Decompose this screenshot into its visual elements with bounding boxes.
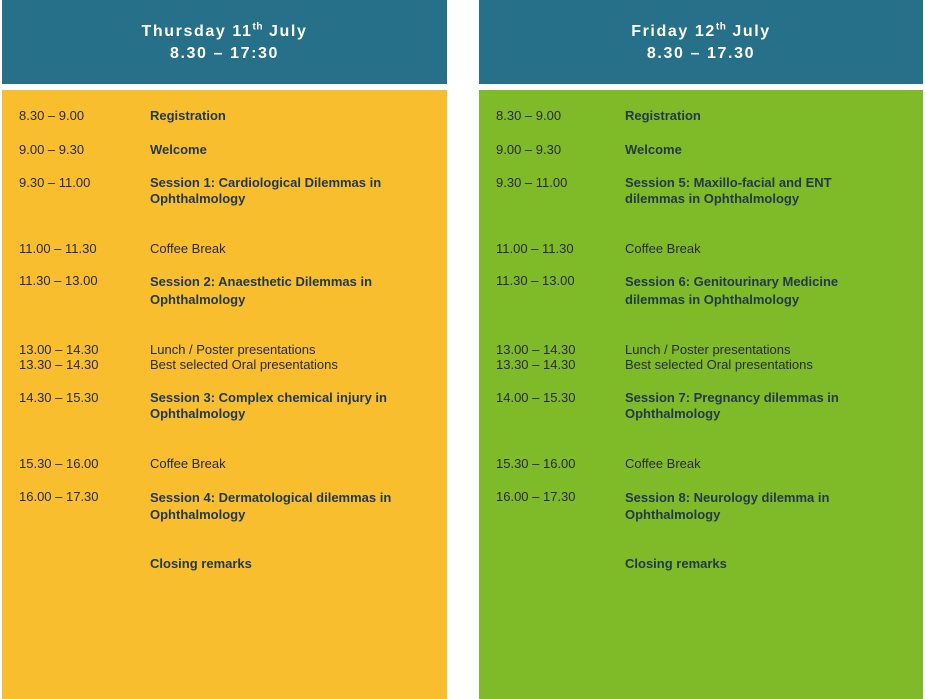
schedule-title (625, 108, 915, 124)
thursday-date (2, 21, 447, 43)
schedule-title-line: Lunch / Poster presentations (150, 342, 316, 357)
thursday-hours: 8.30 – 17:30 (169, 45, 280, 62)
schedule-time: 9.30 – 11.00 (19, 175, 91, 190)
schedule-title-line: Session 2: Anaesthetic Dilemmas in (150, 274, 373, 289)
schedule-time: 8.30 – 9.00 (496, 108, 562, 123)
schedule-title-line: Session 1: Cardiological Dilemmas in (150, 175, 382, 190)
schedule-title-line: Session 7: Pregnancy dilemmas in (625, 390, 839, 405)
schedule-time-line: 13.00 – 14.30 (19, 342, 99, 357)
schedule-time-line: 13.30 – 14.30 (19, 357, 99, 372)
schedule-title-line: Best selected Oral presentations (625, 357, 813, 372)
schedule-title (625, 489, 915, 523)
schedule-title (625, 175, 915, 207)
schedule-title-line: Ophthalmology (150, 292, 246, 307)
thursday-schedule (2, 90, 447, 699)
schedule-title (150, 390, 440, 422)
schedule-title-line: Registration (625, 108, 701, 123)
schedule-time: 11.00 – 11.30 (19, 241, 97, 256)
friday-day-label: Friday 12 (631, 23, 716, 40)
friday-day-suffix: th (715, 21, 727, 33)
schedule-time (19, 342, 144, 372)
schedule-title-line: Lunch / Poster presentations (625, 342, 791, 357)
schedule-title-line: dilemmas in Ophthalmology (625, 191, 800, 206)
schedule-title (625, 342, 915, 372)
schedule-time: 11.30 – 13.00 (19, 273, 98, 288)
schedule-time-line: 13.30 – 14.30 (496, 357, 576, 372)
schedule-title (150, 342, 440, 372)
thursday-header (2, 0, 447, 84)
schedule-title (625, 273, 915, 309)
schedule-time (496, 342, 621, 372)
schedule-time: 9.00 – 9.30 (19, 142, 85, 157)
schedule-time: 11.00 – 11.30 (496, 241, 574, 256)
friday-hours: 8.30 – 17.30 (646, 45, 756, 62)
schedule-title-line: Session 3: Complex chemical injury in (150, 390, 387, 405)
schedule-title-line: Ophthalmology (150, 507, 246, 522)
schedule-title (150, 175, 440, 207)
schedule-title (625, 142, 915, 158)
schedule-title (150, 489, 440, 523)
schedule-title (150, 273, 440, 309)
schedule-time: 11.30 – 13.00 (496, 273, 575, 288)
schedule-title-line: Ophthalmology (625, 406, 721, 421)
schedule-title-line: Session 8: Neurology dilemma in (625, 490, 830, 505)
schedule-title-line: Welcome (150, 142, 207, 157)
schedule-title (150, 556, 440, 572)
friday-header (479, 0, 923, 84)
schedule-time: 9.30 – 11.00 (496, 175, 568, 190)
schedule-title-line: Coffee Break (625, 241, 701, 256)
schedule-title-line: Ophthalmology (150, 406, 246, 421)
schedule-title (150, 108, 440, 124)
thursday-day-label: Thursday 11 (141, 23, 253, 40)
friday-column (479, 0, 923, 699)
schedule-title-line: Closing remarks (150, 556, 252, 571)
schedule-title-line: Session 5: Maxillo-facial and ENT (625, 175, 832, 190)
schedule-title (625, 556, 915, 572)
schedule-title-line: Session 6: Genitourinary Medicine (625, 274, 839, 289)
schedule-time: 15.30 – 16.00 (19, 456, 99, 471)
schedule-title (625, 241, 915, 257)
thursday-day-suffix: th (252, 21, 263, 33)
schedule-title-line: Registration (150, 108, 226, 123)
schedule-title-line: dilemmas in Ophthalmology (625, 292, 800, 307)
schedule-title (625, 390, 915, 422)
schedule-title-line: Ophthalmology (150, 191, 246, 206)
thursday-column (2, 0, 447, 699)
schedule-time: 14.30 – 15.30 (19, 390, 99, 405)
schedule-time: 8.30 – 9.00 (19, 108, 85, 123)
schedule-title (150, 241, 440, 257)
schedule-title-line: Best selected Oral presentations (150, 357, 338, 372)
thursday-month-label: July (262, 23, 308, 40)
schedule-time: 16.00 – 17.30 (496, 489, 576, 504)
schedule-title (150, 142, 440, 158)
friday-month-label: July (726, 23, 771, 40)
schedule-title (150, 456, 440, 472)
schedule-time-line: 13.00 – 14.30 (496, 342, 576, 357)
schedule-title-line: Coffee Break (150, 456, 226, 471)
schedule-time: 9.00 – 9.30 (496, 142, 562, 157)
friday-schedule (479, 90, 923, 699)
schedule-title-line: Closing remarks (625, 556, 727, 571)
schedule-time: 15.30 – 16.00 (496, 456, 576, 471)
schedule-title-line: Welcome (625, 142, 682, 157)
schedule-time: 16.00 – 17.30 (19, 489, 99, 504)
schedule-title (625, 456, 915, 472)
schedule-title-line: Coffee Break (150, 241, 226, 256)
schedule-title-line: Coffee Break (625, 456, 701, 471)
schedule-title-line: Ophthalmology (625, 507, 721, 522)
schedule-title-line: Session 4: Dermatological dilemmas in (150, 490, 392, 505)
friday-date (479, 21, 923, 43)
schedule-time: 14.00 – 15.30 (496, 390, 576, 405)
